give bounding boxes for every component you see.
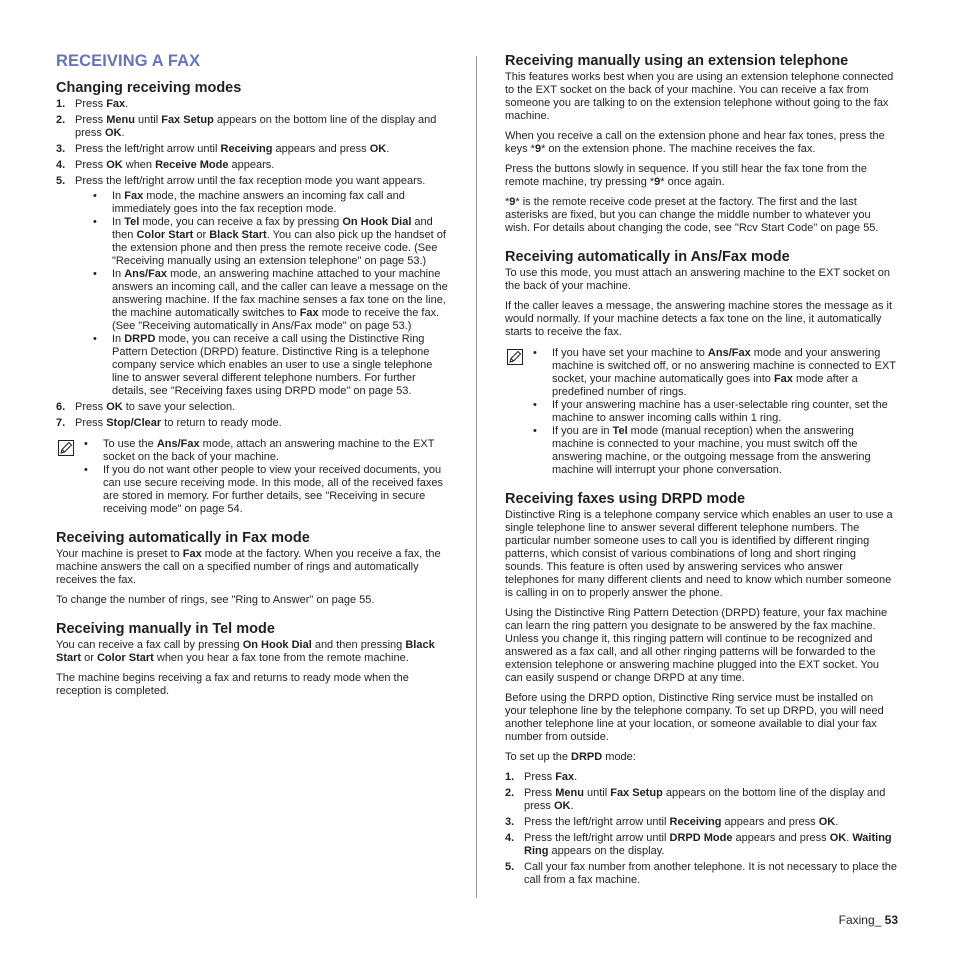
step-number: 3. xyxy=(505,816,515,828)
text-run: Press the left/right arrow until xyxy=(524,816,670,828)
bold-term: Fax xyxy=(106,98,126,110)
bold-term: Stop/Clear xyxy=(106,417,162,429)
text-run: mode, you can receive a fax by pressing xyxy=(139,216,343,228)
step-number: 5. xyxy=(56,175,66,187)
bold-term: Ans/Fax xyxy=(124,268,168,280)
text-run: Press xyxy=(75,98,107,110)
text-run: appears and press xyxy=(272,143,370,155)
bold-term: Menu xyxy=(555,787,584,799)
bold-term: Tel xyxy=(124,216,140,228)
bullet-item xyxy=(84,438,448,464)
step-item xyxy=(56,143,448,156)
step-item xyxy=(505,787,897,813)
text-run: Before using the DRPD option, Distinctive Ring service must be installed on your telephone line by the telephone company. To set up DRPD, you will need another telephone line at your location, or someone available to dial your fax number from outside. xyxy=(505,692,884,743)
bold-term: OK xyxy=(553,800,571,812)
text-run: . You can also pick up the handset of the extension phone and then press the remote receive code. (See "Receiving manually using an extension telephone" on page 53.) xyxy=(112,229,446,267)
step-number: 2. xyxy=(56,114,66,126)
paragraph xyxy=(505,607,897,685)
note-list xyxy=(82,438,448,516)
text-run: To use this mode, you must attach an answering machine to the EXT socket on the back of your machine. xyxy=(505,267,891,292)
bold-term: Receiving xyxy=(669,816,722,828)
bold-term: DRPD Mode xyxy=(669,832,733,844)
bold-term: Black Start xyxy=(56,639,435,664)
text-run: to return to ready mode. xyxy=(161,417,282,429)
step-number: 1. xyxy=(505,771,515,783)
text-run: appears on the bottom line of the display and press xyxy=(75,114,437,139)
bullet-item xyxy=(93,216,448,268)
bold-term: 9 xyxy=(654,176,661,188)
bullet-item xyxy=(93,333,448,398)
text-run: You can receive a fax call by pressing xyxy=(56,639,243,651)
text-run: and then pressing xyxy=(311,639,406,651)
paragraph xyxy=(56,672,448,698)
bullet-icon: • xyxy=(93,216,97,228)
section-heading-changing-modes: Changing receiving modes xyxy=(56,80,242,96)
auto-fax-body xyxy=(56,548,448,607)
text-run: mode, attach an answering machine to the EXT socket on the back of your machine. xyxy=(103,438,435,463)
bold-term: OK xyxy=(104,127,122,139)
footer-label: Faxing_ xyxy=(838,913,882,927)
text-run: appears and press xyxy=(732,832,830,844)
step-item xyxy=(505,832,897,858)
column-divider xyxy=(476,56,477,898)
text-run: until xyxy=(134,114,162,126)
paragraph xyxy=(505,196,897,235)
text-run: appears on the bottom line of the display and press xyxy=(524,787,886,812)
paragraph xyxy=(56,594,448,607)
bold-term: Black Start xyxy=(209,229,267,241)
page-title: RECEIVING A FAX xyxy=(56,52,201,70)
text-run: appears on the display. xyxy=(548,845,665,857)
bold-term: Fax xyxy=(555,771,575,783)
text-run: Press the buttons slowly in sequence. If you still hear the fax tone from the remote machine, try pressing * xyxy=(505,163,867,188)
text-run: . xyxy=(386,143,390,155)
text-run: If your answering machine has a user-selectable ring counter, set the machine to answer incoming calls within 1 ring. xyxy=(552,399,888,424)
bold-term: Fax xyxy=(182,548,202,560)
paragraph xyxy=(505,267,897,293)
text-run: Distinctive Ring is a telephone company service which enables an user to use a single telephone line to answer several different telephone numbers. The particular number someone uses to call you is identified by different ringing patterns, which consist of various combinations of long and short ringing sounds. This feature is often used by answering services who answer telephones for many different clients and need to know which number someone is calling in on to properly answer the phone. xyxy=(505,509,893,599)
step-item xyxy=(505,816,897,829)
bold-term: On Hook Dial xyxy=(242,639,312,651)
text-run: mode at the factory. When you receive a fax, the machine answers the call on a specified number of rings and automatically receives the fax. xyxy=(56,548,441,586)
bold-term: Fax Setup xyxy=(610,787,663,799)
text-run: If you have set your machine to xyxy=(552,347,708,359)
step-item xyxy=(56,175,448,398)
bold-term: OK xyxy=(829,832,847,844)
bullet-icon: • xyxy=(93,268,97,280)
text-run: until xyxy=(583,787,611,799)
bold-term: DRPD xyxy=(571,751,603,763)
step-number: 4. xyxy=(56,159,66,171)
text-run: appears and press xyxy=(721,816,819,828)
text-run: To set up the xyxy=(505,751,572,763)
note-icon xyxy=(58,440,74,456)
bold-term: Receiving xyxy=(220,143,273,155)
paragraph xyxy=(505,300,897,339)
bold-term: DRPD xyxy=(124,333,156,345)
text-run: Press xyxy=(524,787,556,799)
bold-term: 9 xyxy=(509,196,516,208)
step-item xyxy=(56,159,448,172)
text-run: The machine begins receiving a fax and returns to ready mode when the reception is completed. xyxy=(56,672,409,697)
text-run: to save your selection. xyxy=(122,401,236,413)
paragraph xyxy=(505,692,897,744)
text-run: Your machine is preset to xyxy=(56,548,183,560)
text-run: * is the remote receive code preset at the factory. The first and the last asterisks are fixed, but you can change the middle number to whatever you wish. For details about changing the code, see "Rcv Start Code" on page 55. xyxy=(505,196,879,234)
paragraph xyxy=(505,751,897,764)
step-number: 7. xyxy=(56,417,66,429)
bold-term: Ans/Fax xyxy=(156,438,200,450)
bold-term: Fax xyxy=(299,307,319,319)
text-run: In xyxy=(112,190,125,202)
text-run: . xyxy=(835,816,839,828)
page-footer xyxy=(839,913,898,927)
paragraph xyxy=(505,509,897,600)
paragraph xyxy=(56,548,448,587)
bold-term: Fax xyxy=(773,373,793,385)
text-run: or xyxy=(81,652,97,664)
page-number: 53 xyxy=(881,913,898,927)
text-run: . xyxy=(125,98,129,110)
paragraph xyxy=(505,130,897,156)
manual-tel-body xyxy=(56,639,448,698)
bullet-icon: • xyxy=(93,190,97,202)
step-item xyxy=(56,98,448,111)
bold-term: Menu xyxy=(106,114,135,126)
text-run: . xyxy=(121,127,125,139)
bold-term: On Hook Dial xyxy=(342,216,412,228)
note-icon xyxy=(507,349,523,365)
bullet-icon: • xyxy=(533,399,537,411)
note-changing-modes xyxy=(56,438,448,516)
text-run: Press xyxy=(524,771,556,783)
bullet-item xyxy=(93,268,448,333)
note-list xyxy=(531,347,897,477)
bold-term: Fax Setup xyxy=(161,114,214,126)
text-run: * on the extension phone. The machine receives the fax. xyxy=(541,143,816,155)
text-run: mode and your answering machine is switched off, or no answering machine is connected to EXT socket, your machine automatically goes into xyxy=(552,347,896,385)
bold-term: OK xyxy=(106,401,123,413)
bullet-icon: • xyxy=(533,425,537,437)
text-run: mode, you can receive a call using the Distinctive Ring Pattern Detection (DRPD) feature. Distinctive Ring is a telephone company service which enables an user to use a single telephone line to answer several different telephone numbers. For further details, see "Receiving faxes using DRPD mode" on page 53. xyxy=(112,333,433,397)
bullet-item xyxy=(84,464,448,516)
section-heading-manual-tel: Receiving manually in Tel mode xyxy=(56,621,275,637)
section-heading-ext-phone: Receiving manually using an extension telephone xyxy=(505,53,849,69)
step-number: 2. xyxy=(505,787,515,799)
changing-modes-steps xyxy=(56,98,448,430)
bullet-icon: • xyxy=(533,347,537,359)
text-run: when you hear a fax tone from the remote machine. xyxy=(153,652,409,664)
bold-term: Ans/Fax xyxy=(707,347,751,359)
text-run: In xyxy=(112,268,125,280)
bullet-icon: • xyxy=(93,333,97,345)
bold-term: Color Start xyxy=(136,229,194,241)
text-run: mode: xyxy=(602,751,636,763)
ans-fax-body xyxy=(505,267,897,339)
step-number: 3. xyxy=(56,143,66,155)
bold-term: OK xyxy=(369,143,387,155)
bullet-item xyxy=(533,347,897,399)
bold-term: Tel xyxy=(612,425,628,437)
text-run: If the caller leaves a message, the answering machine stores the message as it would normally. If your machine detects a fax tone on the line, it automatically starts to receive the fax. xyxy=(505,300,893,338)
text-run: Press the left/right arrow until the fax reception mode you want appears. xyxy=(75,175,426,187)
bold-term: OK xyxy=(818,816,836,828)
text-run: When you receive a call on the extension phone and hear fax tones, press the keys * xyxy=(505,130,885,155)
step-item xyxy=(56,114,448,140)
text-run: Call your fax number from another telephone. It is not necessary to place the call from a fax machine. xyxy=(524,861,897,886)
bold-term: OK xyxy=(106,159,123,171)
bullet-icon: • xyxy=(84,438,88,450)
text-run: mode after a predefined number of rings. xyxy=(552,373,858,398)
text-run: This features works best when you are using an extension telephone connected to the EXT socket on the back of your machine. You can receive a fax from someone you are talking to on the extension telephone without going to the fax machine. xyxy=(505,71,894,122)
drpd-steps xyxy=(505,771,897,887)
text-run: . xyxy=(570,800,574,812)
step-item xyxy=(56,401,448,414)
text-run: mode, an answering machine attached to your machine answers an incoming call, and the caller can leave a message on the answering machine. If the fax machine senses a fax tone on the line, the machine automatically switches to xyxy=(112,268,448,319)
text-run: To use the xyxy=(103,438,157,450)
step-number: 5. xyxy=(505,861,515,873)
drpd-body xyxy=(505,509,897,764)
left-column xyxy=(56,50,448,705)
bold-term: 9 xyxy=(534,143,542,155)
step-number: 6. xyxy=(56,401,66,413)
bullet-icon: • xyxy=(84,464,88,476)
text-run: appears. xyxy=(228,159,275,171)
step-number: 4. xyxy=(505,832,515,844)
paragraph xyxy=(505,71,897,123)
bold-term: Fax xyxy=(124,190,144,202)
text-run: mode, the machine answers an incoming fax call and immediately goes into the fax reception mode. xyxy=(112,190,405,215)
text-run: Press xyxy=(75,401,107,413)
text-run: mode to receive the fax. (See "Receiving automatically in Ans/Fax mode" on page 53.) xyxy=(112,307,440,332)
text-run: In xyxy=(112,216,125,228)
text-run: or xyxy=(193,229,210,241)
bullet-item xyxy=(93,190,448,216)
bullet-item xyxy=(533,425,897,477)
text-run: * xyxy=(505,196,510,208)
text-run: and then xyxy=(112,216,433,241)
step-number: 1. xyxy=(56,98,66,110)
text-run: Press xyxy=(75,417,107,429)
bold-term: Color Start xyxy=(96,652,154,664)
bullet-item xyxy=(533,399,897,425)
text-run: * once again. xyxy=(660,176,725,188)
text-run: If you do not want other people to view your received documents, you can use secure receiving mode. In this mode, all of the received faxes are stored in memory. For further details, see "Receiving in secure receiving mode" on page 54. xyxy=(103,464,443,515)
step-item xyxy=(56,417,448,430)
text-run: when xyxy=(122,159,156,171)
text-run: Press xyxy=(75,114,107,126)
note-ans-fax xyxy=(505,347,897,477)
paragraph xyxy=(505,163,897,189)
text-run: Press the left/right arrow until xyxy=(524,832,670,844)
step-item xyxy=(505,861,897,887)
section-heading-auto-fax: Receiving automatically in Fax mode xyxy=(56,530,310,546)
text-run: . xyxy=(846,832,853,844)
text-run: If you are in xyxy=(552,425,613,437)
section-heading-drpd: Receiving faxes using DRPD mode xyxy=(505,491,746,507)
section-heading-ans-fax: Receiving automatically in Ans/Fax mode xyxy=(505,249,790,265)
sub-bullet-list xyxy=(75,190,448,398)
bold-term: Receive Mode xyxy=(155,159,229,171)
ext-phone-body xyxy=(505,71,897,235)
text-run: Using the Distinctive Ring Pattern Detection (DRPD) feature, your fax machine can learn the ring pattern you designate to be answered by the fax machine. Unless you change it, this ringing pattern will continue to be recognized and answered as a fax call, and all other ringing patterns will be forwarded to the extension telephone or answering machine plugged into the EXT socket. You can easily suspend or change DRPD at any time. xyxy=(505,607,888,684)
right-column xyxy=(505,50,897,893)
step-item xyxy=(505,771,897,784)
text-run: mode (manual reception) when the answering machine is connected to your machine, you must switch off the answering machine, or the outgoing message from the answering machine will interrupt your phone conversation. xyxy=(552,425,871,476)
bold-term: Waiting Ring xyxy=(524,832,892,857)
text-run: Press the left/right arrow until xyxy=(75,143,221,155)
text-run: To change the number of rings, see "Ring to Answer" on page 55. xyxy=(56,594,375,606)
text-run: In xyxy=(112,333,125,345)
text-run: Press xyxy=(75,159,107,171)
text-run: . xyxy=(574,771,578,783)
paragraph xyxy=(56,639,448,665)
